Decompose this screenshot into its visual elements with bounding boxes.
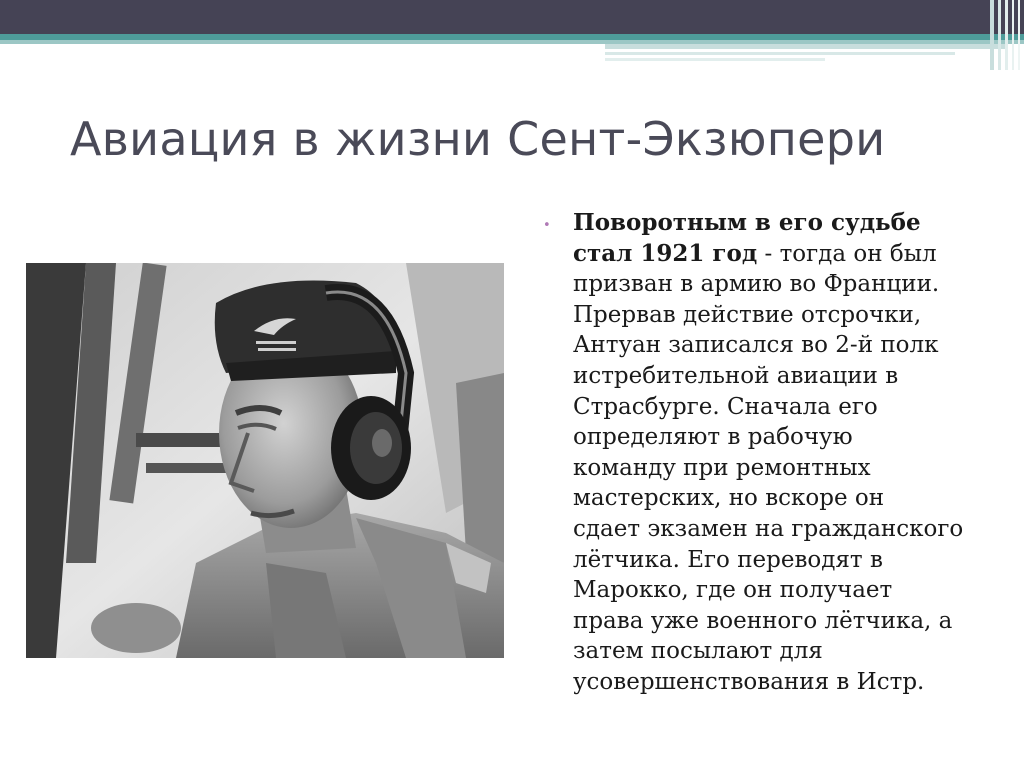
bullet-line: лётчика. Его переводят в: [573, 546, 883, 573]
bullet-line: истребительной авиации в: [573, 362, 899, 389]
bullet-line: Прервав действие отсрочки,: [573, 301, 922, 328]
bold-phrase: Поворотным в его судьбе: [573, 209, 921, 236]
bullet-line: призван в армию во Франции.: [573, 271, 940, 298]
slide-title: Авиация в жизни Сент-Экзюпери: [70, 112, 886, 166]
bullet-line: Марокко, где он получает: [573, 577, 893, 604]
bullet-line: [573, 239, 993, 270]
header-band: [0, 0, 1024, 70]
bullet-paragraph: [573, 208, 993, 698]
bullet-line: определяют в рабочую: [573, 424, 853, 451]
pilot-portrait-image: [26, 263, 504, 658]
bullet-marker: •: [543, 218, 551, 233]
bullet-line: Антуан записался во 2-й полк: [573, 332, 939, 359]
bullet-line: права уже военного лётчика, а: [573, 607, 953, 634]
bold-phrase: стал 1921 год: [573, 239, 758, 267]
bullet-line: усовершенствования в Истр.: [573, 668, 925, 695]
bullet-item: [543, 208, 993, 698]
bullet-line: [573, 208, 993, 239]
bullet-line: команду при ремонтных: [573, 454, 871, 481]
pilot-photo: [26, 263, 504, 658]
bullet-line: сдает экзамен на гражданского: [573, 515, 964, 542]
bullet-line: мастерских, но вскоре он: [573, 485, 885, 512]
bullet-line: затем посылают для: [573, 638, 823, 665]
header-decoration: [0, 0, 1024, 70]
bullet-line: Страсбурге. Сначала его: [573, 393, 878, 420]
line-continuation: - тогда он был: [757, 240, 937, 267]
